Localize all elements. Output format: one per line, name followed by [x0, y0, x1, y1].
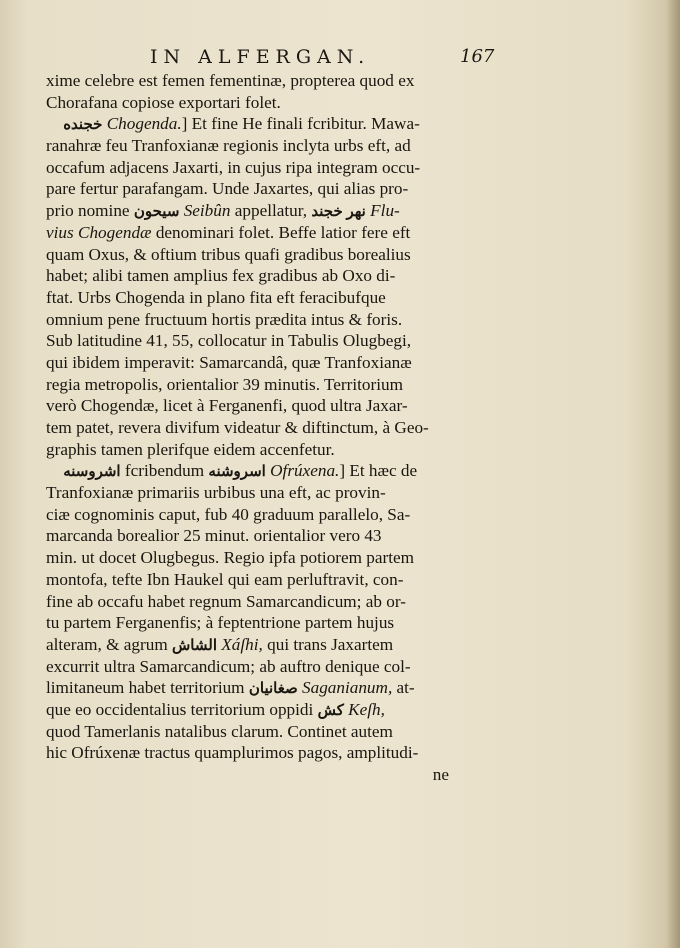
- italic-term: Flu-: [370, 201, 400, 221]
- text-run: habet; alibi tamen amplius fex gradibus ab Oxo di-: [46, 266, 396, 286]
- text-line: [46, 157, 516, 179]
- arabic-word: خجنده: [63, 117, 103, 134]
- italic-term: Xáſhi,: [221, 634, 263, 654]
- text-line: [46, 309, 516, 331]
- text-line: [46, 439, 516, 461]
- text-line: [46, 591, 516, 613]
- text-line: [46, 244, 516, 266]
- text-run: hic Ofrúxenæ tractus quamplurimos pagos, amplitudi-: [46, 743, 419, 763]
- text-run: min. ut docet Olugbegus. Regio ipfa potiorem partem: [46, 548, 415, 568]
- text-run: marcanda borealior 25 minut. orientalior vero 43: [46, 526, 382, 546]
- page-number: 167: [460, 46, 495, 67]
- text-line: [46, 417, 516, 439]
- italic-term: Chogenda.: [106, 114, 182, 134]
- text-run: qui trans Jaxartem: [262, 634, 394, 654]
- text-line: [46, 569, 516, 591]
- text-line: [46, 92, 516, 114]
- arabic-word: نهر خجند: [311, 204, 366, 221]
- text-run: graphis tamen plerifque eidem accenfetur.: [46, 439, 335, 459]
- text-run: [46, 461, 63, 480]
- running-title: IN ALFERGAN.: [150, 46, 371, 68]
- text-run: at-: [392, 678, 415, 698]
- text-line: [46, 677, 516, 699]
- text-run: limitaneum habet territorium: [46, 678, 249, 698]
- text-run: fcribendum: [120, 461, 209, 481]
- text-run: ciæ cognominis caput, fub 40 graduum parallelo, Sa-: [46, 504, 411, 524]
- text-run: montofa, tefte Ibn Haukel qui eam perluftravit, con-: [46, 569, 404, 589]
- text-run: alteram, & agrum: [46, 634, 172, 654]
- arabic-word: سيحون: [133, 204, 180, 221]
- text-line: [46, 113, 516, 135]
- text-line: [46, 135, 516, 157]
- text-line: [46, 200, 516, 222]
- text-line: [46, 525, 516, 547]
- text-run: ne: [46, 765, 449, 784]
- arabic-word: اشروسنه: [63, 464, 121, 481]
- text-line: [46, 482, 516, 504]
- text-run: prio nomine: [46, 201, 134, 221]
- text-run: qui ibidem imperavit: Samarcandâ, quæ Tranfoxianæ: [46, 352, 412, 372]
- italic-term: Keſh,: [348, 699, 385, 719]
- text-line: [46, 178, 516, 200]
- text-line: [46, 612, 516, 634]
- text-run: occafum adjacens Jaxarti, in cujus ripa integram occu-: [46, 157, 421, 177]
- text-run: appellatur,: [230, 201, 312, 221]
- text-line: [46, 374, 516, 396]
- text-run: ranahræ feu Tranfoxianæ regionis inclyta urbs eft, ad: [46, 136, 411, 156]
- text-run: tem patet, revera divifum videatur & diftinctum, à Geo-: [46, 418, 429, 437]
- text-run: xime celebre est femen fementinæ, propterea quod ex: [46, 71, 415, 90]
- text-run: [46, 114, 63, 133]
- text-run: pare fertur parafangam. Unde Jaxartes, qui alias pro-: [46, 179, 409, 199]
- arabic-word: الشاش: [172, 637, 217, 654]
- text-line: [46, 70, 516, 92]
- text-run: denominari folet. Beffe latior fere eft: [151, 222, 411, 242]
- italic-term: Saganianum,: [302, 678, 393, 698]
- text-line: [46, 764, 516, 786]
- text-line: [46, 460, 516, 482]
- text-line: [46, 287, 516, 309]
- text-run: ] Et fine He finali fcribitur. Mawa-: [181, 114, 420, 134]
- text-line: [46, 656, 516, 678]
- italic-term: Ofrúxena.: [270, 461, 340, 481]
- text-line: [46, 547, 516, 569]
- text-line: [46, 352, 516, 374]
- arabic-word: صغانيان: [248, 681, 298, 698]
- italic-term: Seibûn: [183, 201, 231, 221]
- text-run: que eo occidentalius territorium oppidi: [46, 699, 318, 719]
- body-text: [46, 70, 516, 786]
- text-run: Tranfoxianæ primariis urbibus una eft, ac provin-: [46, 483, 386, 503]
- text-run: ftat. Urbs Chogenda in plano fita eft feracibufque: [46, 287, 386, 307]
- text-run: Sub latitudine 41, 55, collocatur in Tabulis Olugbegi,: [46, 331, 412, 351]
- text-run: fine ab occafu habet regnum Samarcandicum; ab or-: [46, 591, 406, 611]
- text-run: quam Oxus, & oftium tribus quafi gradibus borealius: [46, 244, 411, 264]
- text-line: [46, 395, 516, 417]
- arabic-word: كش: [317, 702, 344, 719]
- text-run: Chorafana copiose exportari folet.: [46, 92, 281, 112]
- running-head: [40, 46, 520, 72]
- text-line: [46, 721, 516, 743]
- text-run: regia metropolis, orientalior 39 minutis. Territorium: [46, 374, 403, 394]
- text-line: [46, 504, 516, 526]
- text-run: tu partem Ferganenfis; à feptentrione partem hujus: [46, 613, 395, 633]
- text-run: excurrit ultra Samarcandicum; ab auftro denique col-: [46, 656, 411, 676]
- arabic-word: اسروشنه: [208, 464, 266, 481]
- text-line: [46, 330, 516, 352]
- text-line: [46, 742, 516, 764]
- text-line: [46, 265, 516, 287]
- text-run: ] Et hæc de: [339, 461, 418, 481]
- italic-term: vius Chogendæ: [46, 222, 152, 242]
- text-line: [46, 634, 516, 656]
- text-run: verò Chogendæ, licet à Ferganenfi, quod ultra Jaxar-: [46, 396, 408, 416]
- text-run: quod Tamerlanis natalibus clarum. Continet autem: [46, 721, 393, 741]
- text-line: [46, 699, 516, 721]
- text-run: omnium pene fructuum hortis prædita intus & foris.: [46, 309, 403, 329]
- text-line: [46, 222, 516, 244]
